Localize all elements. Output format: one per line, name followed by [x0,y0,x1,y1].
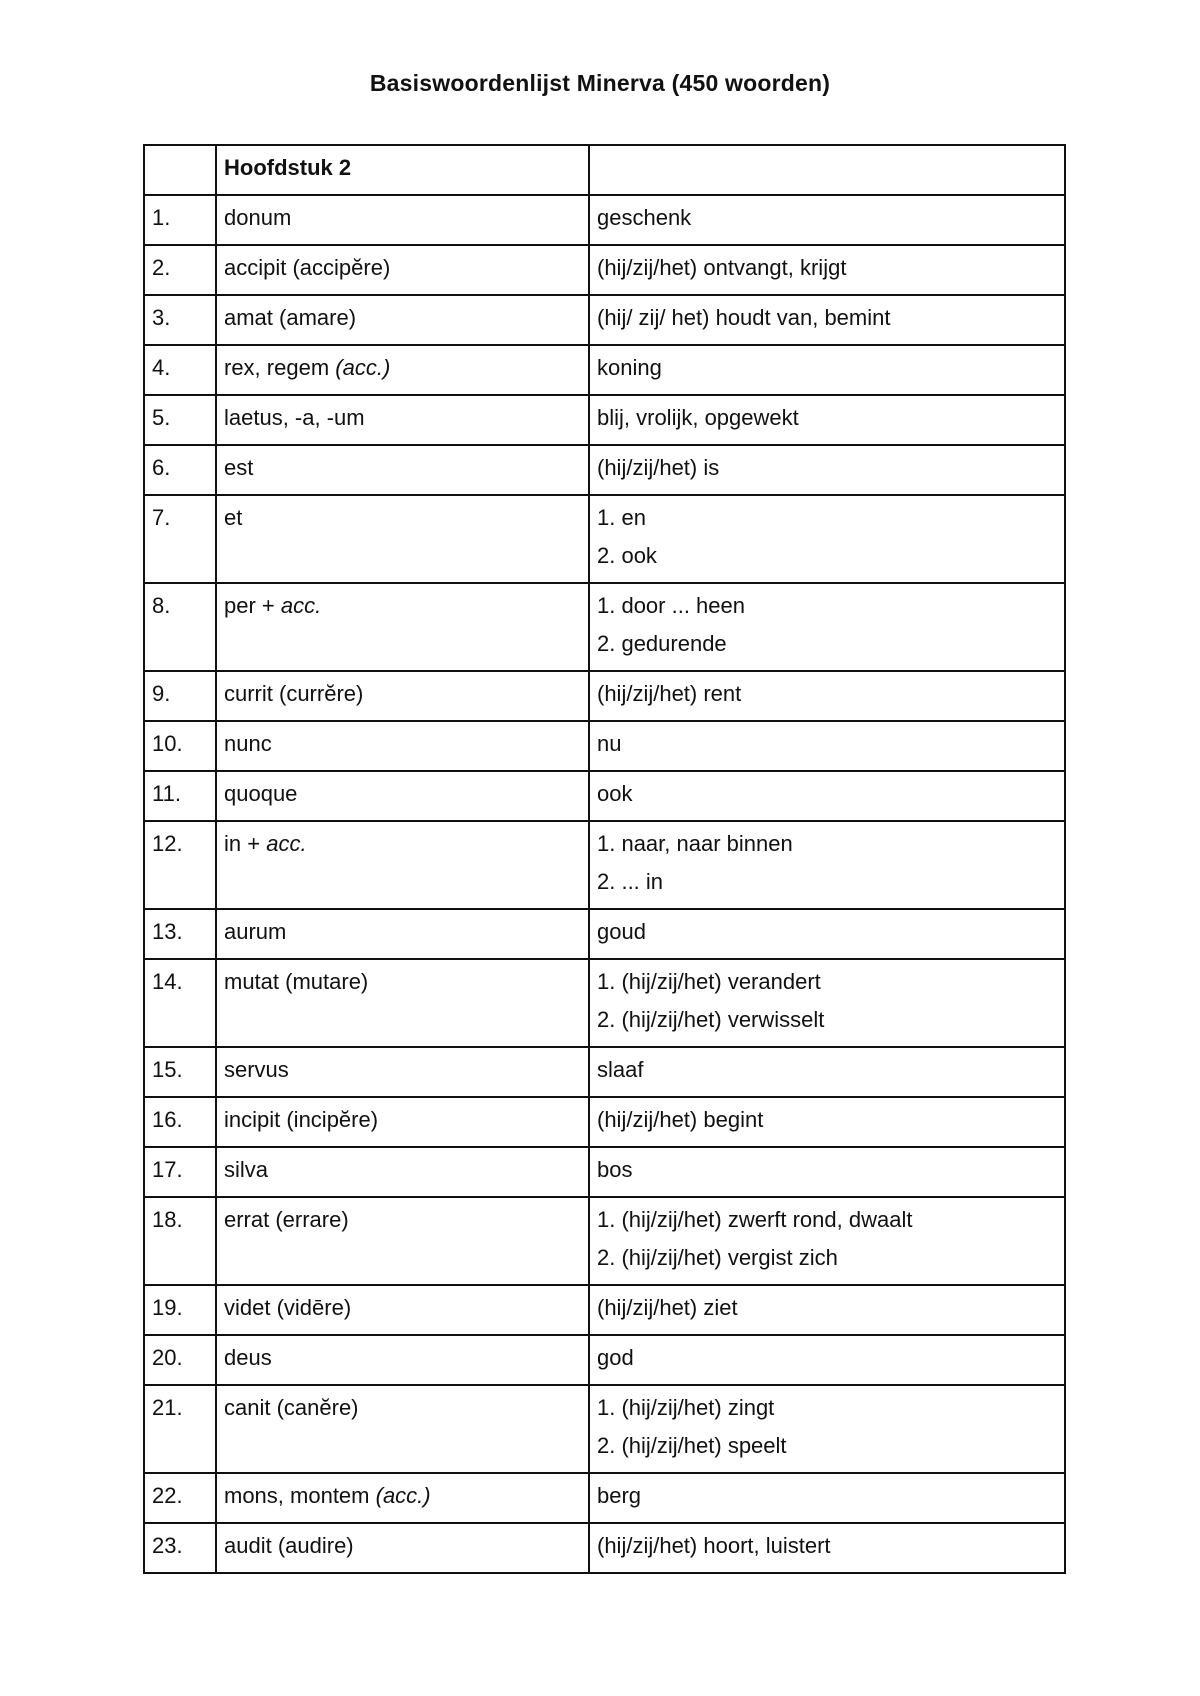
dutch-translation: goud [597,919,646,944]
dutch-translation: (hij/zij/het) is [597,455,720,480]
row-number: 19. [144,1285,216,1335]
table-row [144,445,1065,495]
latin-word: videt (vidēre) [224,1295,352,1320]
dutch-translation: 2. (hij/zij/het) speelt [597,1433,787,1458]
table-header-row [144,145,1065,195]
grammar-note: acc. [280,593,322,618]
row-number: 3. [144,295,216,345]
grammar-note: (acc.) [375,1483,431,1508]
dutch-translation-cell [589,195,1065,245]
row-number: 16. [144,1097,216,1147]
dutch-translation: (hij/zij/het) ontvangt, krijgt [597,255,847,280]
table-row [144,583,1065,671]
latin-word-cell [216,1197,589,1285]
latin-word-cell [216,1097,589,1147]
table-row [144,1197,1065,1285]
latin-word-cell [216,821,589,909]
dutch-translation-cell [589,721,1065,771]
dutch-translation-cell [589,821,1065,909]
latin-word: donum [224,205,292,230]
latin-word-cell [216,395,589,445]
latin-word: servus [224,1057,289,1082]
table-row [144,821,1065,909]
table-row [144,1147,1065,1197]
latin-word-cell [216,195,589,245]
table-row [144,1473,1065,1523]
latin-word: amat (amare) [224,305,357,330]
latin-word: accipit (accipĕre) [224,255,391,280]
table-row [144,195,1065,245]
dutch-translation: blij, vrolijk, opgewekt [597,405,799,430]
dutch-translation: (hij/zij/het) hoort, luistert [597,1533,831,1558]
latin-word-cell [216,583,589,671]
dutch-translation: (hij/zij/het) begint [597,1107,764,1132]
dutch-translation-cell [589,1097,1065,1147]
latin-word-cell [216,1473,589,1523]
table-row [144,771,1065,821]
latin-word-cell [216,1523,589,1573]
dutch-translation: god [597,1345,634,1370]
table-row [144,909,1065,959]
dutch-translation: berg [597,1483,642,1508]
latin-word-cell [216,1285,589,1335]
row-number: 17. [144,1147,216,1197]
dutch-translation-cell [589,295,1065,345]
row-number: 1. [144,195,216,245]
row-number: 11. [144,771,216,821]
dutch-translation-cell [589,1047,1065,1097]
table-row [144,959,1065,1047]
row-number: 2. [144,245,216,295]
latin-word: currit (currĕre) [224,681,364,706]
row-number: 4. [144,345,216,395]
dutch-translation: 1. naar, naar binnen [597,831,793,856]
table-row [144,395,1065,445]
dutch-translation-cell [589,671,1065,721]
row-number: 9. [144,671,216,721]
table-row [144,245,1065,295]
latin-word-cell [216,445,589,495]
dutch-translation: 1. (hij/zij/het) zwerft rond, dwaalt [597,1207,913,1232]
header-translation-cell [589,145,1065,195]
latin-word-cell [216,909,589,959]
dutch-translation: nu [597,731,622,756]
dutch-translation-cell [589,395,1065,445]
dutch-translation: ook [597,781,633,806]
latin-word-cell [216,671,589,721]
dutch-translation-cell [589,959,1065,1047]
dutch-translation: koning [597,355,662,380]
latin-word: et [224,505,243,530]
dutch-translation: 2. gedurende [597,631,727,656]
table-row [144,1335,1065,1385]
row-number: 15. [144,1047,216,1097]
row-number: 6. [144,445,216,495]
dutch-translation: 1. (hij/zij/het) verandert [597,969,821,994]
dutch-translation-cell [589,771,1065,821]
row-number: 14. [144,959,216,1047]
latin-word: aurum [224,919,287,944]
table-row [144,1385,1065,1473]
latin-word: canit (canĕre) [224,1395,359,1420]
table-row [144,345,1065,395]
latin-word-cell [216,1335,589,1385]
dutch-translation-cell [589,1335,1065,1385]
dutch-translation-cell [589,1473,1065,1523]
latin-word: in + [224,831,261,856]
row-number: 22. [144,1473,216,1523]
latin-word-cell [216,345,589,395]
latin-word-cell [216,959,589,1047]
dutch-translation: 2. ook [597,543,657,568]
dutch-translation: 1. (hij/zij/het) zingt [597,1395,775,1420]
latin-word-cell [216,771,589,821]
latin-word-cell [216,295,589,345]
dutch-translation-cell [589,583,1065,671]
dutch-translation: 2. (hij/zij/het) verwisselt [597,1007,825,1032]
dutch-translation: 1. en [597,505,646,530]
row-number: 21. [144,1385,216,1473]
row-number: 12. [144,821,216,909]
table-row [144,1523,1065,1573]
page-title: Basiswoordenlijst Minerva (450 woorden) [369,70,831,96]
latin-word: est [224,455,254,480]
dutch-translation: bos [597,1157,633,1182]
latin-word-cell [216,1385,589,1473]
dutch-translation: (hij/zij/het) ziet [597,1295,738,1320]
dutch-translation: 2. ... in [597,869,664,894]
vocabulary-table [143,144,1066,1574]
latin-word: errat (errare) [224,1207,349,1232]
row-number: 23. [144,1523,216,1573]
latin-word: rex, regem [224,355,330,380]
latin-word: incipit (incipĕre) [224,1107,379,1132]
row-number: 7. [144,495,216,583]
latin-word: nunc [224,731,272,756]
grammar-note: acc. [266,831,307,856]
table-row [144,495,1065,583]
grammar-note: (acc.) [335,355,391,380]
latin-word-cell [216,495,589,583]
latin-word: silva [224,1157,269,1182]
table-row [144,1285,1065,1335]
dutch-translation-cell [589,1523,1065,1573]
latin-word-cell [216,1047,589,1097]
table-row [144,671,1065,721]
dutch-translation-cell [589,1385,1065,1473]
latin-word: per + [224,593,275,618]
dutch-translation: slaaf [597,1057,644,1082]
dutch-translation-cell [589,445,1065,495]
latin-word: audit (audire) [224,1533,354,1558]
dutch-translation: 2. (hij/zij/het) vergist zich [597,1245,838,1270]
row-number: 18. [144,1197,216,1285]
latin-word-cell [216,245,589,295]
row-number: 13. [144,909,216,959]
dutch-translation-cell [589,495,1065,583]
latin-word: quoque [224,781,298,806]
table-row [144,295,1065,345]
dutch-translation-cell [589,1285,1065,1335]
dutch-translation: 1. door ... heen [597,593,745,618]
latin-word: laetus, -a, -um [224,405,365,430]
row-number: 10. [144,721,216,771]
row-number: 5. [144,395,216,445]
dutch-translation-cell [589,909,1065,959]
table-row [144,1097,1065,1147]
table-row [144,1047,1065,1097]
latin-word-cell [216,721,589,771]
dutch-translation-cell [589,1147,1065,1197]
dutch-translation: geschenk [597,205,692,230]
row-number: 20. [144,1335,216,1385]
latin-word: deus [224,1345,272,1370]
dutch-translation-cell [589,1197,1065,1285]
table-row [144,721,1065,771]
latin-word-cell [216,1147,589,1197]
header-number-cell [144,145,216,195]
chapter-heading: Hoofdstuk 2 [216,145,589,195]
latin-word: mutat (mutare) [224,969,369,994]
dutch-translation-cell [589,345,1065,395]
dutch-translation: (hij/ zij/ het) houdt van, bemint [597,305,891,330]
dutch-translation-cell [589,245,1065,295]
vocabulary-table-body [144,145,1065,1573]
latin-word: mons, montem [224,1483,370,1508]
row-number: 8. [144,583,216,671]
dutch-translation: (hij/zij/het) rent [597,681,742,706]
